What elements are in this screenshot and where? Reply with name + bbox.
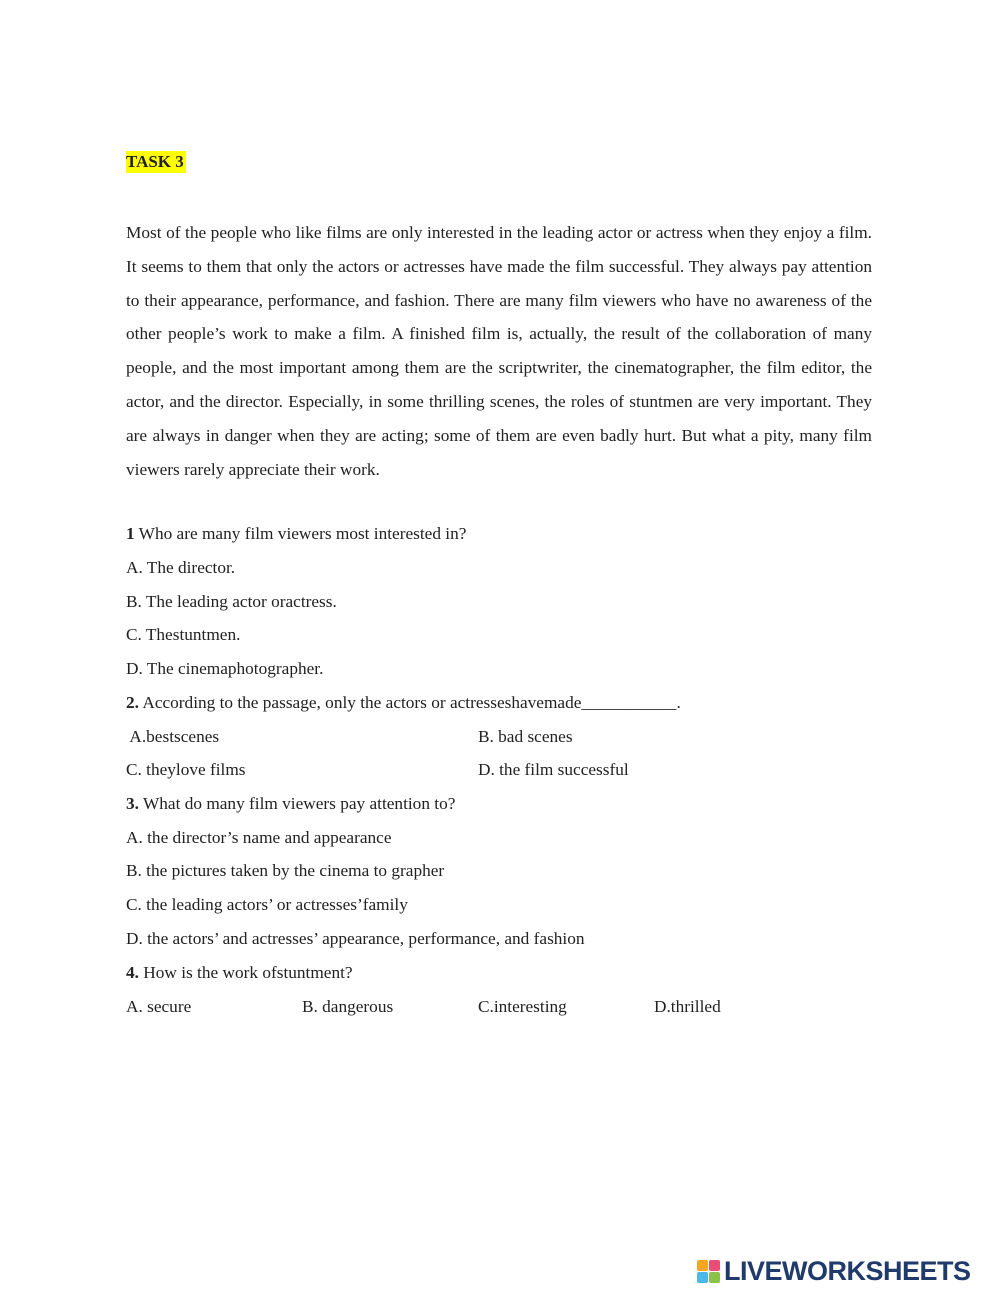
question-1-option-a: A. The director.	[126, 558, 236, 577]
question-2-option-b: B. bad scenes	[478, 727, 573, 746]
question-1-text: Who are many film viewers most interested in?	[134, 524, 467, 543]
logo-text: LIVEWORKSHEETS	[724, 1255, 971, 1286]
question-4-option-d: D.thrilled	[654, 997, 721, 1016]
question-1	[126, 522, 466, 546]
task-title: TASK 3	[126, 152, 184, 171]
question-3-option-c: C. the leading actors’ or actresses’family	[126, 895, 408, 914]
question-3	[126, 792, 455, 816]
logo-blocks-icon	[697, 1260, 720, 1283]
question-1-option-d: D. The cinemaphotographer.	[126, 659, 324, 678]
question-4-option-b: B. dangerous	[302, 997, 394, 1016]
question-1-number: 1	[126, 524, 135, 543]
liveworksheets-logo	[697, 1255, 997, 1287]
question-1-option-c: C. Thestuntmen.	[126, 625, 241, 644]
question-2-option-c: C. theylove films	[126, 760, 246, 779]
question-2-text: According to the passage, only the actors or actresseshavemade___________.	[138, 693, 681, 712]
reading-passage: Most of the people who like films are only interested in the leading actor or actress when they enjoy a film. It seems to them that only the actors or actresses have made the film successful. They always pay attention to their appearance, performance, and fashion. There are many film viewers who have no awareness of the other people’s work to make a film. A finished film is, actually, the result of the collaboration of many people, and the most important among them are the scriptwriter, the cinematographer, the film editor, the actor, and the director. Especially, in some thrilling scenes, the roles of stuntmen are very important. They are always in danger when they are acting; some of them are even badly hurt. But what a pity, many film viewers rarely appreciate their work.	[126, 223, 872, 479]
question-2-number: 2.	[126, 693, 139, 712]
question-4-text: How is the work ofstuntment?	[138, 963, 353, 982]
question-2-option-a: A.bestscenes	[126, 727, 220, 746]
question-4-option-c: C.interesting	[478, 997, 567, 1016]
question-3-option-a: A. the director’s name and appearance	[126, 828, 392, 847]
question-4	[126, 961, 353, 985]
question-3-text: What do many film viewers pay attention to?	[138, 794, 456, 813]
question-3-number: 3.	[126, 794, 139, 813]
question-4-number: 4.	[126, 963, 139, 982]
question-2-option-d: D. the film successful	[478, 760, 629, 779]
question-3-option-d: D. the actors’ and actresses’ appearance, performance, and fashion	[126, 929, 585, 948]
question-2	[126, 691, 681, 715]
question-4-option-a: A. secure	[126, 997, 192, 1016]
question-3-option-b: B. the pictures taken by the cinema to grapher	[126, 861, 445, 880]
question-1-option-b: B. The leading actor oractress.	[126, 592, 337, 611]
